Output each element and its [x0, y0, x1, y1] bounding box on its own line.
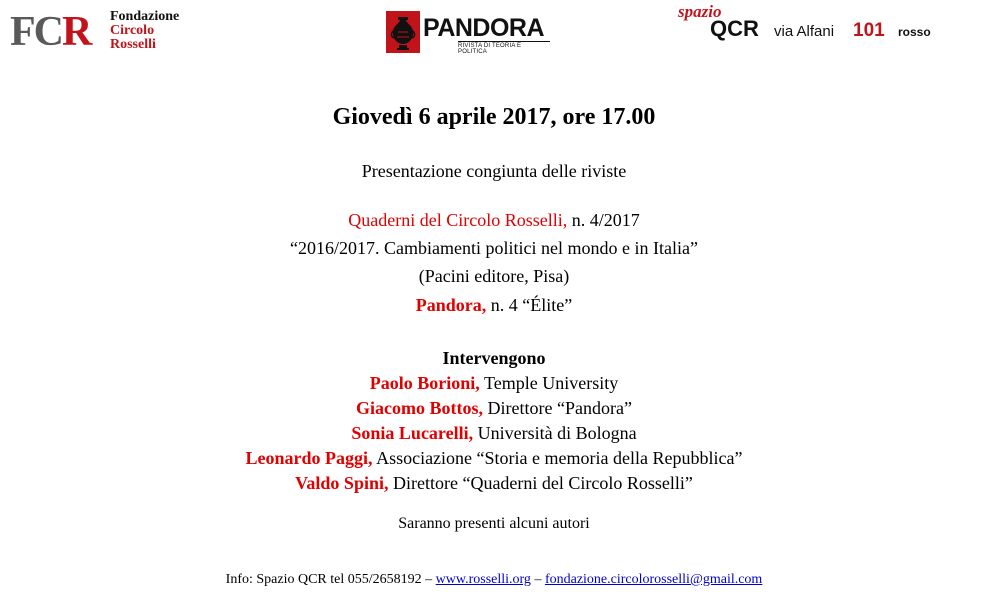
speaker-name: Valdo Spini, — [295, 473, 389, 493]
journal-pandora-name: Pandora, — [415, 295, 487, 315]
pandora-logo — [386, 11, 550, 53]
journal-quaderni-name: Quaderni del Circolo Rosselli, — [348, 210, 568, 230]
authors-note: Saranno presenti alcuni autori — [398, 515, 590, 532]
fcr-line-2: Circolo — [110, 23, 155, 38]
qcr-spazio-word: spazio — [678, 2, 722, 21]
speaker-item — [0, 473, 988, 494]
qcr-street: via Alfani — [774, 23, 835, 40]
qcr-name: QCR — [710, 16, 759, 41]
spazio-qcr-logo — [676, 2, 956, 47]
info-separator: – — [530, 572, 545, 587]
speaker-role: Temple University — [479, 373, 619, 393]
qcr-street-number: 101 — [853, 20, 885, 41]
email-link[interactable]: fondazione.circolorosselli@gmail.com — [544, 572, 763, 587]
speaker-item — [0, 398, 988, 419]
speaker-item — [0, 423, 988, 444]
pandora-logo-subtitle: RIVISTA DI TEORIA E POLITICA — [458, 41, 550, 55]
journal-quaderni-line — [0, 210, 988, 231]
speaker-name: Paolo Borioni, — [369, 373, 480, 393]
fcr-letter-r: R — [62, 9, 91, 55]
info-footer — [0, 572, 988, 588]
fcr-logo — [10, 8, 200, 54]
journal-quaderni-issue: n. 4/2017 — [567, 210, 640, 230]
fcr-letter-c: C — [33, 9, 62, 55]
website-link[interactable]: www.rosselli.org — [435, 572, 531, 587]
journal-quaderni-subtitle: “2016/2017. Cambiamenti politici nel mondo e in Italia” — [290, 238, 698, 258]
info-prefix: Info: Spazio QCR tel 055/2658192 – — [225, 572, 436, 587]
speakers-heading: Intervengono — [442, 348, 546, 368]
fcr-logo-text — [110, 10, 179, 52]
speaker-role: Università di Bologna — [473, 423, 637, 443]
speaker-name: Leonardo Paggi, — [245, 448, 373, 468]
speaker-name: Giacomo Bottos, — [356, 398, 484, 418]
journal-pandora-issue: n. 4 “Élite” — [486, 295, 573, 315]
speaker-item — [0, 373, 988, 394]
fcr-letter-f: F — [10, 9, 34, 55]
journal-quaderni-publisher: (Pacini editore, Pisa) — [418, 266, 570, 286]
vase-icon — [386, 11, 420, 53]
speaker-name: Sonia Lucarelli, — [351, 423, 474, 443]
pandora-logo-title: PANDORA — [423, 14, 545, 42]
event-date-heading: Giovedì 6 aprile 2017, ore 17.00 — [332, 104, 656, 130]
speaker-role: Direttore “Quaderni del Circolo Rosselli” — [388, 473, 693, 493]
qcr-color-word: rosso — [898, 25, 931, 39]
intro-line: Presentazione congiunta delle riviste — [361, 161, 627, 181]
fcr-line-3: Rosselli — [110, 37, 156, 52]
fcr-line-1: Fondazione — [110, 9, 180, 24]
speaker-role: Associazione “Storia e memoria della Repubblica” — [372, 448, 743, 468]
speaker-role: Direttore “Pandora” — [483, 398, 632, 418]
fcr-logo-letters — [10, 11, 90, 53]
journal-pandora-line — [0, 295, 988, 316]
speaker-item — [0, 448, 988, 469]
